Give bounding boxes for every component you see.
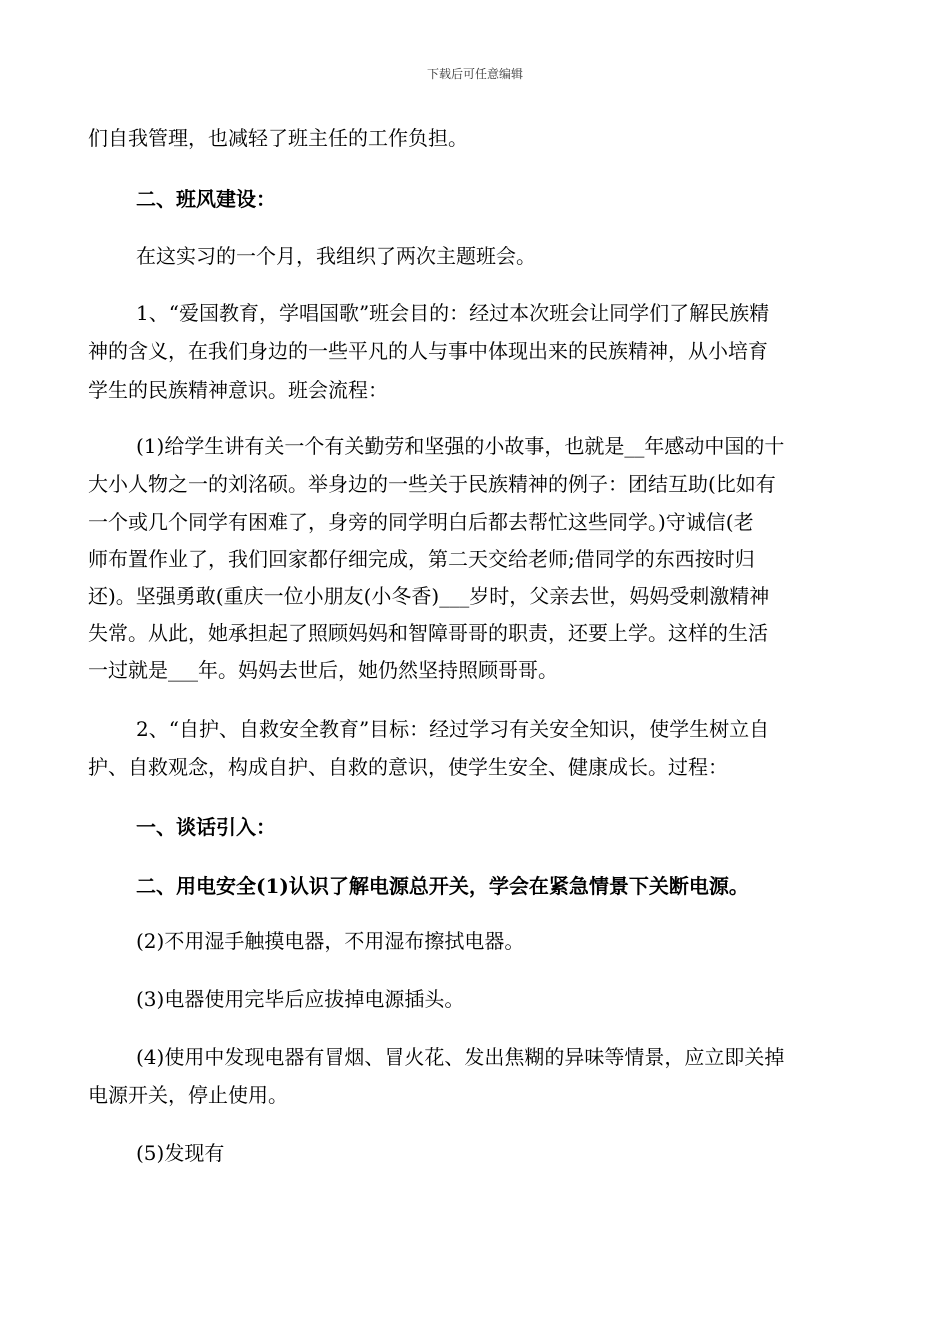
text-line: (1)给学生讲有关一个有关勤劳和坚强的小故事，也就是__年感动中国的十 [136,434,785,458]
text-line: 1、“爱国教育，学唱国歌”班会目的：经过本次班会让同学们了解民族精 [136,301,770,325]
text-line: 还)。坚强勇敢(重庆一位小朋友(小冬香)___岁时，父亲去世，妈妈受刺激精神 [88,584,770,608]
section-heading: 一、谈话引入： [136,815,276,839]
text-line: (5)发现有 [136,1141,225,1165]
text-line: 护、自救观念，构成自护、自救的意识，使学生安全、健康成长。过程： [88,755,728,779]
text-line: 学生的民族精神意识。班会流程： [88,378,388,402]
text-line: 师布置作业了，我们回家都仔细完成，第二天交给老师;借同学的东西按时归 [88,547,755,571]
section-heading: 二、班风建设： [136,187,276,211]
text-line: (3)电器使用完毕后应拔掉电源插头。 [136,987,465,1011]
section-heading: 二、用电安全(1)认识了解电源总开关，学会在紧急情景下关断电源。 [136,874,749,898]
text-line: 2、“自护、自救安全教育”目标：经过学习有关安全知识，使学生树立自 [136,717,770,741]
text-line: 们自我管理，也减轻了班主任的工作负担。 [88,126,468,150]
text-line: 在这实习的一个月，我组织了两次主题班会。 [136,244,536,268]
page-header: 下载后可任意编辑 [426,67,523,81]
text-line: (4)使用中发现电器有冒烟、冒火花、发出焦糊的异味等情景，应立即关掉 [136,1045,785,1069]
text-line: 失常。从此，她承担起了照顾妈妈和智障哥哥的职责，还要上学。这样的生活 [88,621,768,645]
text-line: 一过就是___年。妈妈去世后，她仍然坚持照顾哥哥。 [88,658,558,682]
text-line: 大小人物之一的刘洺硕。举身边的一些关于民族精神的例子：团结互助(比如有 [88,472,776,496]
text-line: 电源开关，停止使用。 [88,1083,288,1107]
text-line: 神的含义，在我们身边的一些平凡的人与事中体现出来的民族精神，从小培育 [88,339,768,363]
text-line: (2)不用湿手触摸电器，不用湿布擦拭电器。 [136,929,525,953]
text-line: 一个或几个同学有困难了，身旁的同学明白后都去帮忙这些同学。)守诚信(老 [88,510,754,534]
